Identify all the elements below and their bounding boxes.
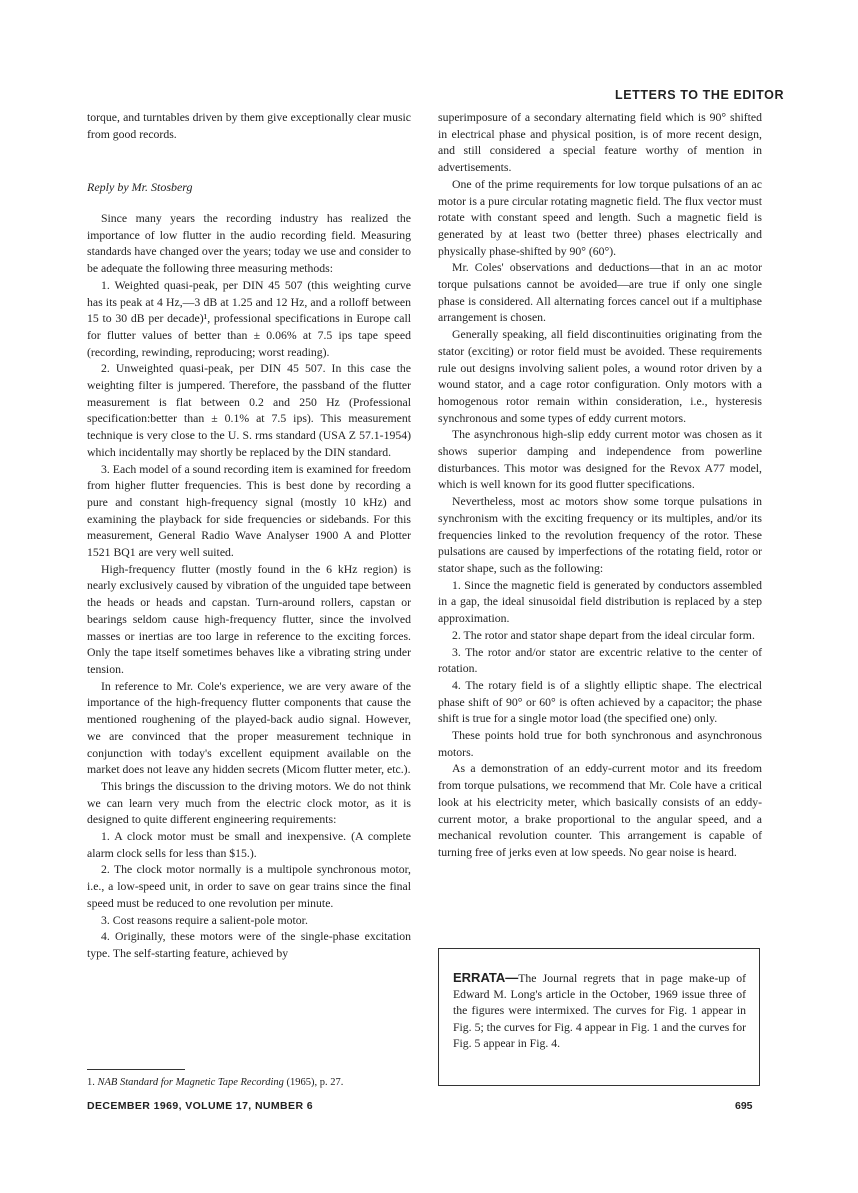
- footnote-citation-rest: (1965), p. 27.: [286, 1077, 344, 1088]
- paragraph: One of the prime requirements for low torque pulsations of an ac motor is a pure circular rotating magnetic field. The flux vector must rotate with constant speed and length. Such a magnetic field is generated by at least two (better three) phases electrically and physically phase-shifted by 90° (60°).: [438, 177, 762, 258]
- errata-notice: [453, 970, 746, 1052]
- paragraph: High-frequency flutter (mostly found in the 6 kHz region) is nearly exclusively caused by vibration of the unguided tape between the heads or heads and capstan. Turn-around rollers, capstan or bearings seldom cause high-frequency flutter, since the involved masses or inertias are too large in reference to the exciting forces. Only the tape itself sometimes behaves like a vibrating string under tension.: [87, 562, 411, 676]
- paragraph: superimposure of a secondary alternating field which is 90° shifted in electrical phase and physical position, is of more recent design, and still considered a special feature worthy of mention in advertisements.: [438, 111, 762, 175]
- running-title: LETTERS TO THE EDITOR: [615, 88, 785, 102]
- footnote-number: 1.: [87, 1077, 95, 1088]
- paragraph: torque, and turntables driven by them give exceptionally clear music from good records.: [87, 111, 411, 141]
- paragraph: 3. Cost reasons require a salient-pole motor.: [101, 913, 308, 927]
- paragraph: 1. Since the magnetic field is generated by conductors assembled in a gap, the ideal sinusoidal field distribution is replaced by a step approximation.: [438, 578, 762, 626]
- footnote-citation-title: NAB Standard for Magnetic Tape Recording: [97, 1077, 284, 1088]
- paragraph: Mr. Coles' observations and deductions—that in an ac motor torque pulsations cannot be avoided—are true if only one single phase is considered. All alternating forces cancel out if a multiphase arrangement is chosen.: [438, 261, 762, 325]
- left-column-body: [87, 211, 411, 963]
- paragraph: 4. The rotary field is of a slightly elliptic shape. The electrical phase shift of 90° or 60° is often achieved by a capacitor; the phase shift is true for a single motor load (the specified one) only.: [438, 678, 762, 726]
- paragraph: 2. Unweighted quasi-peak, per DIN 45 507. In this case the weighting filter is jumpered. Therefore, the passband of the flutter measurement is flat between 0.2 and 250 Hz (Professional specification:better than ± 0.1% at 7.5 ips). This measurement technique is very close to the U. S. rms standard (USA Z 57.1-1954) which incidentally may shortly be replaced by the DIN standard.: [87, 362, 411, 459]
- right-column-body: [438, 110, 762, 862]
- paragraph: This brings the discussion to the driving motors. We do not think we can learn very much from the electric clock motor, as it is designed to quite different engineering requirements:: [87, 779, 411, 827]
- paragraph: 3. Each model of a sound recording item is examined for freedom from higher flutter frequencies. This is best done by recording a pure and constant high-frequency signal (mostly 10 kHz) and examining the playback for side frequencies or sidebands. For this measurement, General Radio Wave Analyser 1900 A and Plotter 1521 BQ1 are very well suited.: [87, 462, 411, 560]
- paragraph: These points hold true for both synchronous and asynchronous motors.: [438, 729, 762, 759]
- paragraph: 2. The clock motor normally is a multipole synchronous motor, i.e., a low-speed unit, in order to save on gear trains since the final speed must be reduced to one revolution per minute.: [87, 863, 411, 910]
- paragraph: In reference to Mr. Cole's experience, we are very aware of the importance of the high-frequency flutter components that cause the mentioned roughening of the played-back audio signal. However, we are convinced that the proper measurement technique in conjunction with today's excellent equipment available on the market does not leave any hidden secrets (Micom flutter meter, etc.).: [87, 679, 411, 777]
- paragraph: Since many years the recording industry has realized the importance of low flutter in the audio recording field. Measuring standards have changed over the years; today we use and consider to be adequate the following three measuring methods:: [87, 212, 411, 276]
- paragraph: Generally speaking, all field discontinuities originating from the stator (exciting) or rotor field must be avoided. These requirements rule out designs involving salient poles, a wound rotor driven by a wound stator, and a cage rotor configuration. Only motors with a homogenous rotor remain within consideration, i.e., hysteresis synchronous and some types of eddy current motors.: [438, 328, 762, 425]
- footer-issue: DECEMBER 1969, VOLUME 17, NUMBER 6: [87, 1100, 313, 1112]
- left-column-top: [87, 110, 411, 143]
- reply-heading: Reply by Mr. Stosberg: [87, 180, 193, 194]
- paragraph: 2. The rotor and stator shape depart from the ideal circular form.: [452, 628, 755, 642]
- paragraph: Nevertheless, most ac motors show some torque pulsations in synchronism with the exciting frequency or its multiples, and/or its frequencies linked to the revolution frequency of the rotor. These pulsations are caused by imperfections of the rotating field, rotor or stator shape, such as the following:: [438, 495, 762, 575]
- paragraph: 1. Weighted quasi-peak, per DIN 45 507 (this weighting curve has its peak at 4 Hz,—3 dB at 1.25 and 12 Hz, and a rolloff between 15 to 30 dB per decade)¹, professional specifications in Europe call for flutter values of better than ± 0.06% at 7.5 ips tape speed (recording, rewinding, reproducing; worst reading).: [87, 278, 411, 359]
- paragraph: As a demonstration of an eddy-current motor and its freedom from torque pulsations, we recommend that Mr. Cole have a critical look at his electricity meter, which basically consists of an eddy-current motor, a brake proportional to the angular speed, and a mechanical revolution counter. This arrangement is capable of turning free of jerks even at low speeds. No gear noise is heard.: [438, 762, 762, 859]
- page-number: 695: [735, 1100, 753, 1112]
- footnote: [87, 1076, 417, 1090]
- paragraph: 1. A clock motor must be small and inexpensive. (A complete alarm clock sells for less than $15.).: [87, 830, 411, 860]
- paragraph: 4. Originally, these motors were of the single-phase excitation type. The self-starting feature, achieved by: [87, 930, 411, 960]
- errata-title: ERRATA—: [453, 970, 519, 985]
- paragraph: 3. The rotor and/or stator are excentric relative to the center of rotation.: [438, 645, 762, 676]
- errata-body: The Journal regrets that in page make-up of Edward M. Long's article in the October, 1969 issue three of the figures were intermixed. The curves for Fig. 1 appear in Fig. 5; the curves for Fig. 4 appear in Fig. 1 and the curves for Fig. 5 appear in Fig. 4.: [453, 972, 746, 1050]
- footnote-divider: [87, 1069, 185, 1070]
- paragraph: The asynchronous high-slip eddy current motor was chosen as it shows superior damping and independence from powerline disturbances. This motor was designed for the Revox A77 model, which is well known for its good flutter specifications.: [438, 428, 762, 492]
